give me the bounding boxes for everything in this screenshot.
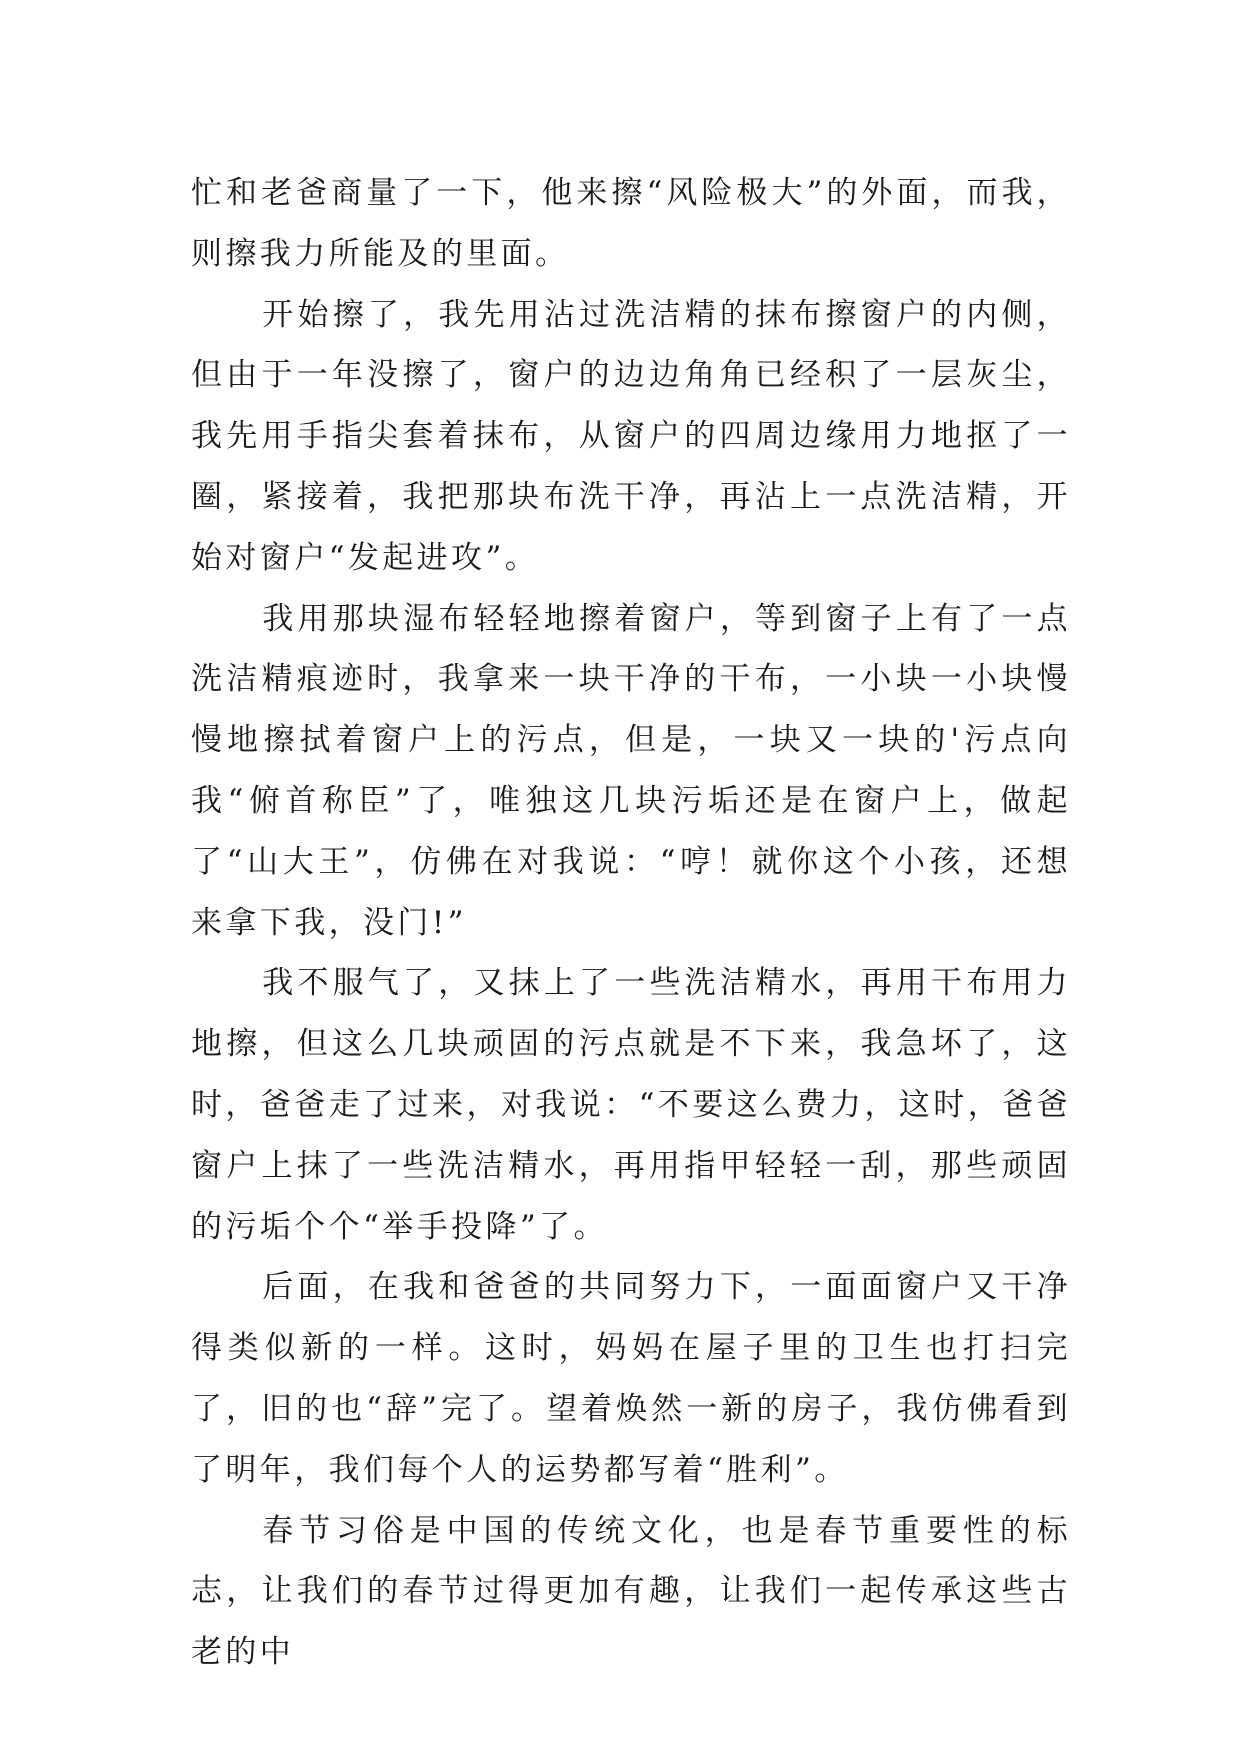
paragraph-5: 后面，在我和爸爸的共同努力下，一面面窗户又干净得类似新的一样。这时，妈妈在屋子里的卫生也打扫完了，旧的也“辞”完了。望着焕然一新的房子，我仿佛看到了明年，我们每个人的运势都写着“胜利”。 xyxy=(191,1269,1071,1488)
paragraph-4: 我不服气了，又抹上了一些洗洁精水，再用干布用力地擦，但这么几块顽固的污点就是不下来，我急坏了，这时，爸爸走了过来，对我说：“不要这么费力，这时，爸爸窗户上抹了一些洗洁精水，再用指甲轻轻一刮，那些顽固的污垢个个“举手投降”了。 xyxy=(191,965,1071,1245)
paragraph-1: 忙和老爸商量了一下，他来擦“风险极大”的外面，而我，则擦我力所能及的里面。 xyxy=(191,175,1071,272)
paragraph-6: 春节习俗是中国的传统文化，也是春节重要性的标志，让我们的春节过得更加有趣，让我们一起传承这些古老的中 xyxy=(191,1512,1071,1671)
paragraph-3: 我用那块湿布轻轻地擦着窗户，等到窗子上有了一点洗洁精痕迹时，我拿来一块干净的干布，一小块一小块慢慢地擦拭着窗户上的污点，但是，一块又一块的'污点向我“俯首称臣”了，唯独这几块污垢还是在窗户上，做起了“山大王”，仿佛在对我说：“哼！就你这个小孩，还想来拿下我，没门!” xyxy=(191,600,1071,941)
article-body xyxy=(191,163,1071,1683)
paragraph-2: 开始擦了，我先用沾过洗洁精的抹布擦窗户的内侧，但由于一年没擦了，窗户的边边角角已经积了一层灰尘，我先用手指尖套着抹布，从窗户的四周边缘用力地抠了一圈，紧接着，我把那块布洗干净，再沾上一点洗洁精，开始对窗户“发起进攻”。 xyxy=(191,296,1071,576)
